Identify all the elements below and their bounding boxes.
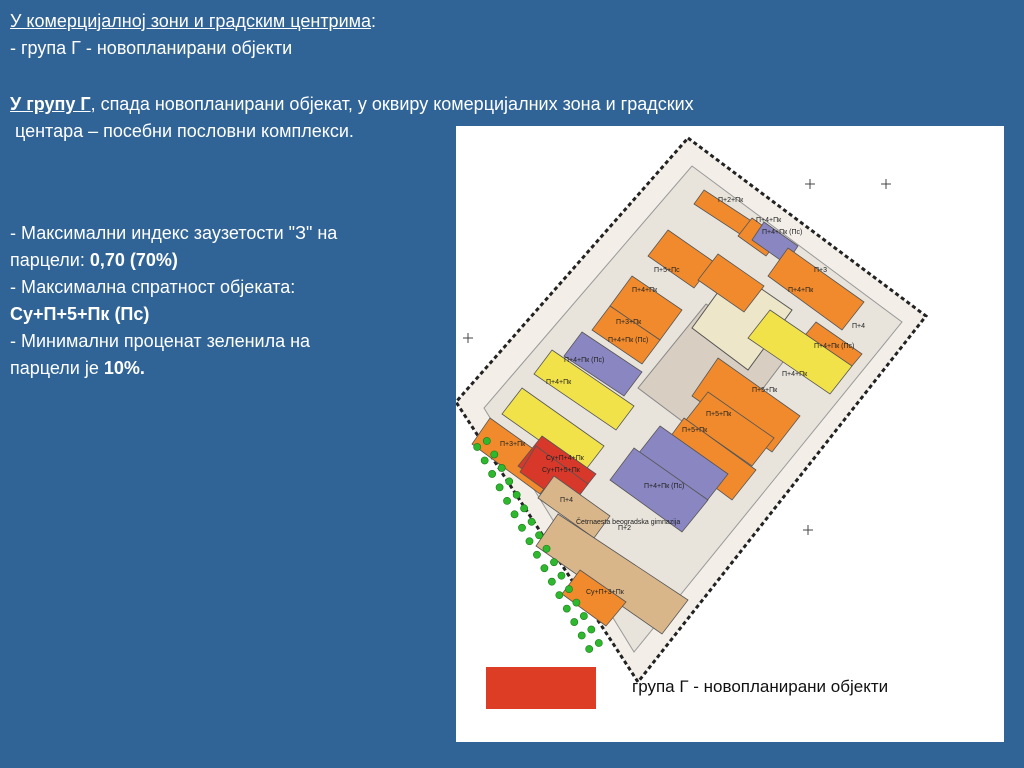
tree-3: [481, 457, 488, 464]
tree-22: [558, 572, 565, 579]
tree-5: [489, 470, 496, 477]
tree-29: [578, 632, 585, 639]
plot-label-13: П+5+Пк: [752, 387, 778, 394]
tree-23: [556, 592, 563, 599]
plot-label-7: П+4+Пк: [632, 287, 658, 294]
tree-7: [496, 484, 503, 491]
heading-line-1: [10, 8, 376, 35]
legend-label: група Г - новопланирани објекти: [632, 677, 889, 696]
plot-label-16: П+4+Пк: [782, 371, 808, 378]
tree-9: [503, 497, 510, 504]
description-line-1: [10, 91, 910, 118]
heading-underlined: У комерцијалној зони и градским центрима: [10, 11, 372, 31]
heading-block: [10, 8, 376, 62]
legend: [486, 667, 888, 709]
plan-drawing: [456, 126, 1004, 742]
spec-occupancy-value: 0,70 (70%): [89, 250, 178, 270]
plot-label-11: П+4+Пк (Пс): [814, 343, 855, 350]
tree-8: [506, 478, 513, 485]
survey-mark-2: [881, 179, 891, 189]
tree-19: [541, 565, 548, 572]
tree-14: [528, 518, 535, 525]
plot-label-9: П+4+Пк (Пс): [608, 337, 649, 344]
plot-label-8: П+3+Пк: [616, 319, 642, 326]
spec-occupancy: [10, 247, 450, 274]
legend-swatch: [486, 667, 596, 709]
specifications-list: [10, 220, 450, 382]
tree-32: [595, 639, 602, 646]
tree-12: [521, 505, 528, 512]
survey-mark-3: [803, 525, 813, 535]
plot-label-23: П+2: [618, 525, 632, 532]
tree-2: [483, 437, 490, 444]
plot-label-5: П+5+Пс: [654, 267, 680, 274]
survey-mark-1: [805, 179, 815, 189]
heading-line-2: - група Г - новопланирани објекти: [10, 38, 293, 58]
tree-26: [573, 599, 580, 606]
tree-15: [526, 538, 533, 545]
plot-label-14: П+4+Пк: [546, 379, 572, 386]
tree-16: [535, 532, 542, 539]
spec-green: [10, 355, 450, 382]
plot-label-4: П+3: [814, 267, 828, 274]
plot-label-19: Су+П+4+Пк: [546, 455, 584, 462]
tree-10: [513, 491, 520, 498]
tree-11: [511, 511, 518, 518]
plot-label-24: Су+П+3+Пк: [586, 589, 624, 596]
tree-24: [565, 586, 572, 593]
tree-17: [533, 551, 540, 558]
tree-4: [491, 451, 498, 458]
plot-label-6: П+4+Пк: [788, 287, 814, 294]
tree-21: [548, 578, 555, 585]
tree-31: [586, 645, 593, 652]
plot-label-2: П+4+Пк: [756, 217, 782, 224]
spec-floors-label: - Максимална спратност објеката:: [10, 277, 296, 297]
plot-label-10: П+4: [852, 323, 866, 330]
tree-20: [550, 559, 557, 566]
plot-label-18: П+3+Пк: [500, 441, 526, 448]
urban-plan-map: [456, 126, 1004, 742]
description-line-2: центара – посебни пословни комплекси.: [10, 121, 354, 141]
plot-label-3: П+4+Пк (Пс): [762, 229, 803, 236]
group-label: У групу Г: [10, 94, 91, 114]
plot-label-20: Су+П+5+Пк: [542, 467, 580, 474]
plot-label-22: П+4+Пк (Пс): [644, 483, 685, 490]
tree-30: [588, 626, 595, 633]
spec-green-prefix: парцели је: [10, 358, 104, 378]
tree-1: [474, 443, 481, 450]
school-label: Četrnaesta beogradska gimnazija: [576, 519, 681, 526]
spec-green-value: 10%.: [103, 358, 145, 378]
tree-27: [571, 618, 578, 625]
plot-label-12: П+4+Пк (Пс): [564, 357, 605, 364]
tree-13: [518, 524, 525, 531]
tree-6: [498, 464, 505, 471]
spec-occupancy-prefix: парцели:: [10, 250, 90, 270]
heading-colon: :: [371, 11, 377, 31]
tree-25: [563, 605, 570, 612]
spec-green-label: - Минимални проценат зеленила на: [10, 331, 311, 351]
plot-label-15: П+5+Пк: [706, 411, 732, 418]
plot-label-1: П+2+Пк: [718, 197, 744, 204]
tree-28: [580, 612, 587, 619]
spec-floors-value: Су+П+5+Пк (Пс): [10, 304, 150, 324]
plot-label-21: П+4: [560, 497, 574, 504]
tree-18: [543, 545, 550, 552]
plot-label-17: П+5+Пк: [682, 427, 708, 434]
description-rest: , спада новопланирани објекат, у оквиру комерцијалних зона и градских: [90, 94, 694, 114]
spec-occupancy-label: - Максимални индекс заузетости "З" на: [10, 223, 338, 243]
survey-mark-4: [463, 333, 473, 343]
